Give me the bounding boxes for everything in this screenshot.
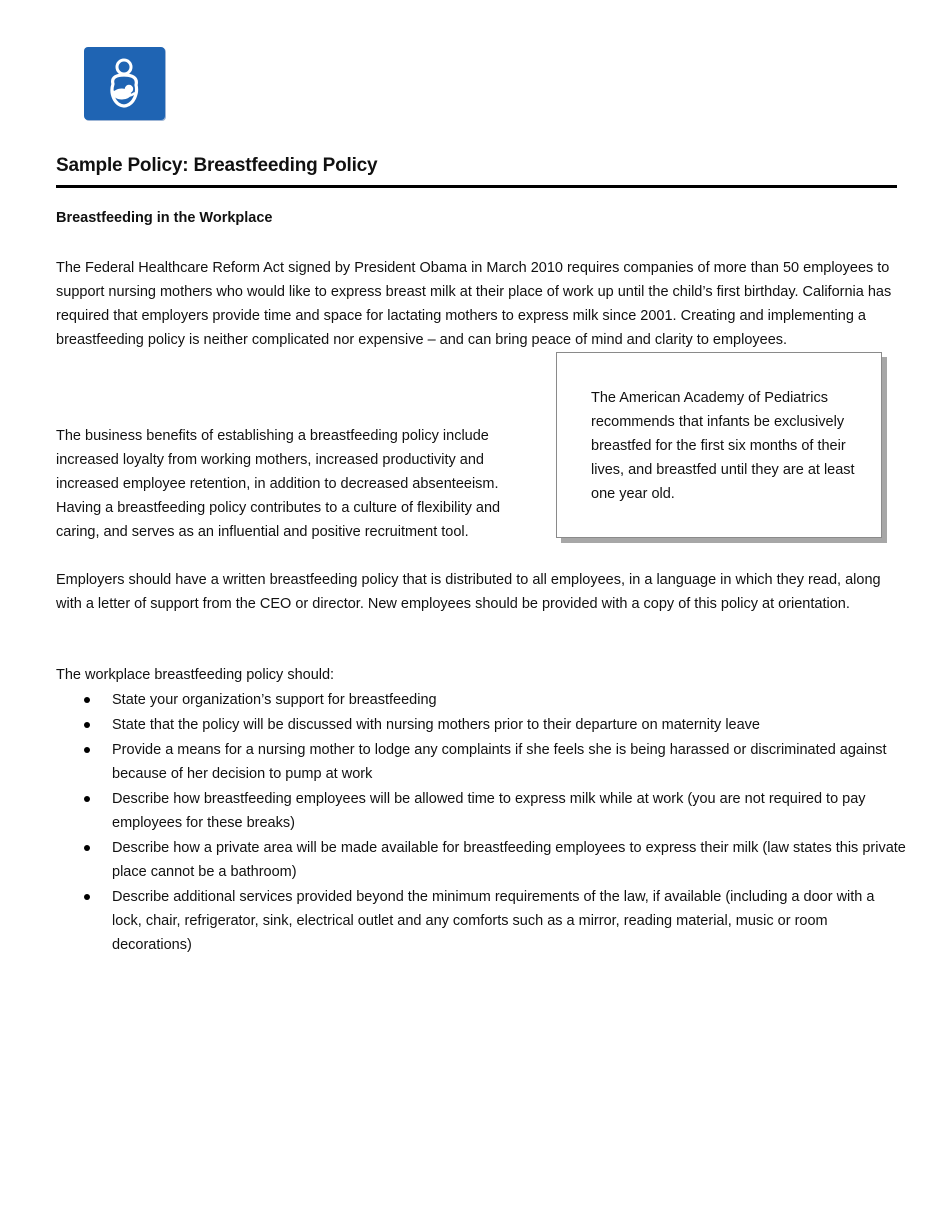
list-item-text: Describe how a private area will be made available for breastfeeding employees to express their milk (law states this private place cannot be a bathroom) [112, 840, 906, 880]
breastfeeding-logo [84, 47, 165, 120]
list-item-text: Describe how breastfeeding employees will be allowed time to express milk while at work (you are not required to pay employees for these breaks) [112, 791, 866, 831]
paragraph-list-intro: The workplace breastfeeding policy should: [56, 667, 335, 683]
section-heading: Breastfeeding in the Workplace [56, 210, 273, 226]
paragraph-benefits: The business benefits of establishing a breastfeeding policy include increased loyalty from working mothers, increased productivity and increased employee retention, in addition to decreased absenteeism. Having a breastfeeding policy contributes to a culture of flexibility and caring, and serves as an influential and positive recruitment tool. [56, 428, 501, 540]
title-divider [56, 185, 897, 188]
policy-list [56, 688, 906, 958]
bullet-icon [84, 697, 90, 703]
list-item-text: State that the policy will be discussed with nursing mothers prior to their departure on maternity leave [112, 717, 760, 733]
list-item-text: Provide a means for a nursing mother to lodge any complaints if she feels she is being harassed or discriminated against because of her decision to pump at work [112, 742, 887, 782]
list-item [56, 688, 906, 712]
list-item-text: State your organization’s support for breastfeeding [112, 692, 437, 708]
paragraph-distribution: Employers should have a written breastfeeding policy that is distributed to all employees, in a language in which they read, along with a letter of support from the CEO or director. New employees should be provided with a copy of this policy at orientation. [56, 572, 881, 612]
list-item [56, 885, 906, 957]
bullet-icon [84, 747, 90, 753]
callout-box [556, 352, 882, 538]
paragraph-intro: The Federal Healthcare Reform Act signed by President Obama in March 2010 requires companies of more than 50 employees to support nursing mothers who would like to express breast milk at their place of work up until the child’s first birthday. California has required that employers provide time and space for lactating mothers to express milk since 2001. Creating and implementing a breastfeeding policy is neither complicated nor expensive – and can bring peace of mind and clarity to employees. [56, 260, 892, 348]
list-item-text: Describe additional services provided beyond the minimum requirements of the law, if available (including a door with a lock, chair, refrigerator, sink, electrical outlet and any comforts such as a mirror, reading material, music or room decorations) [112, 889, 875, 953]
bullet-icon [84, 722, 90, 728]
bullet-icon [84, 796, 90, 802]
bullet-icon [84, 845, 90, 851]
page-title: Sample Policy: Breastfeeding Policy [56, 155, 378, 176]
breastfeeding-icon [84, 47, 165, 120]
list-item [56, 787, 906, 835]
list-item [56, 713, 906, 737]
bullet-icon [84, 894, 90, 900]
callout-text: The American Academy of Pediatrics recommends that infants be exclusively breastfed for the first six months of their lives, and breastfed until they are at least one year old. [591, 390, 855, 502]
list-item [56, 738, 906, 786]
list-item [56, 836, 906, 884]
